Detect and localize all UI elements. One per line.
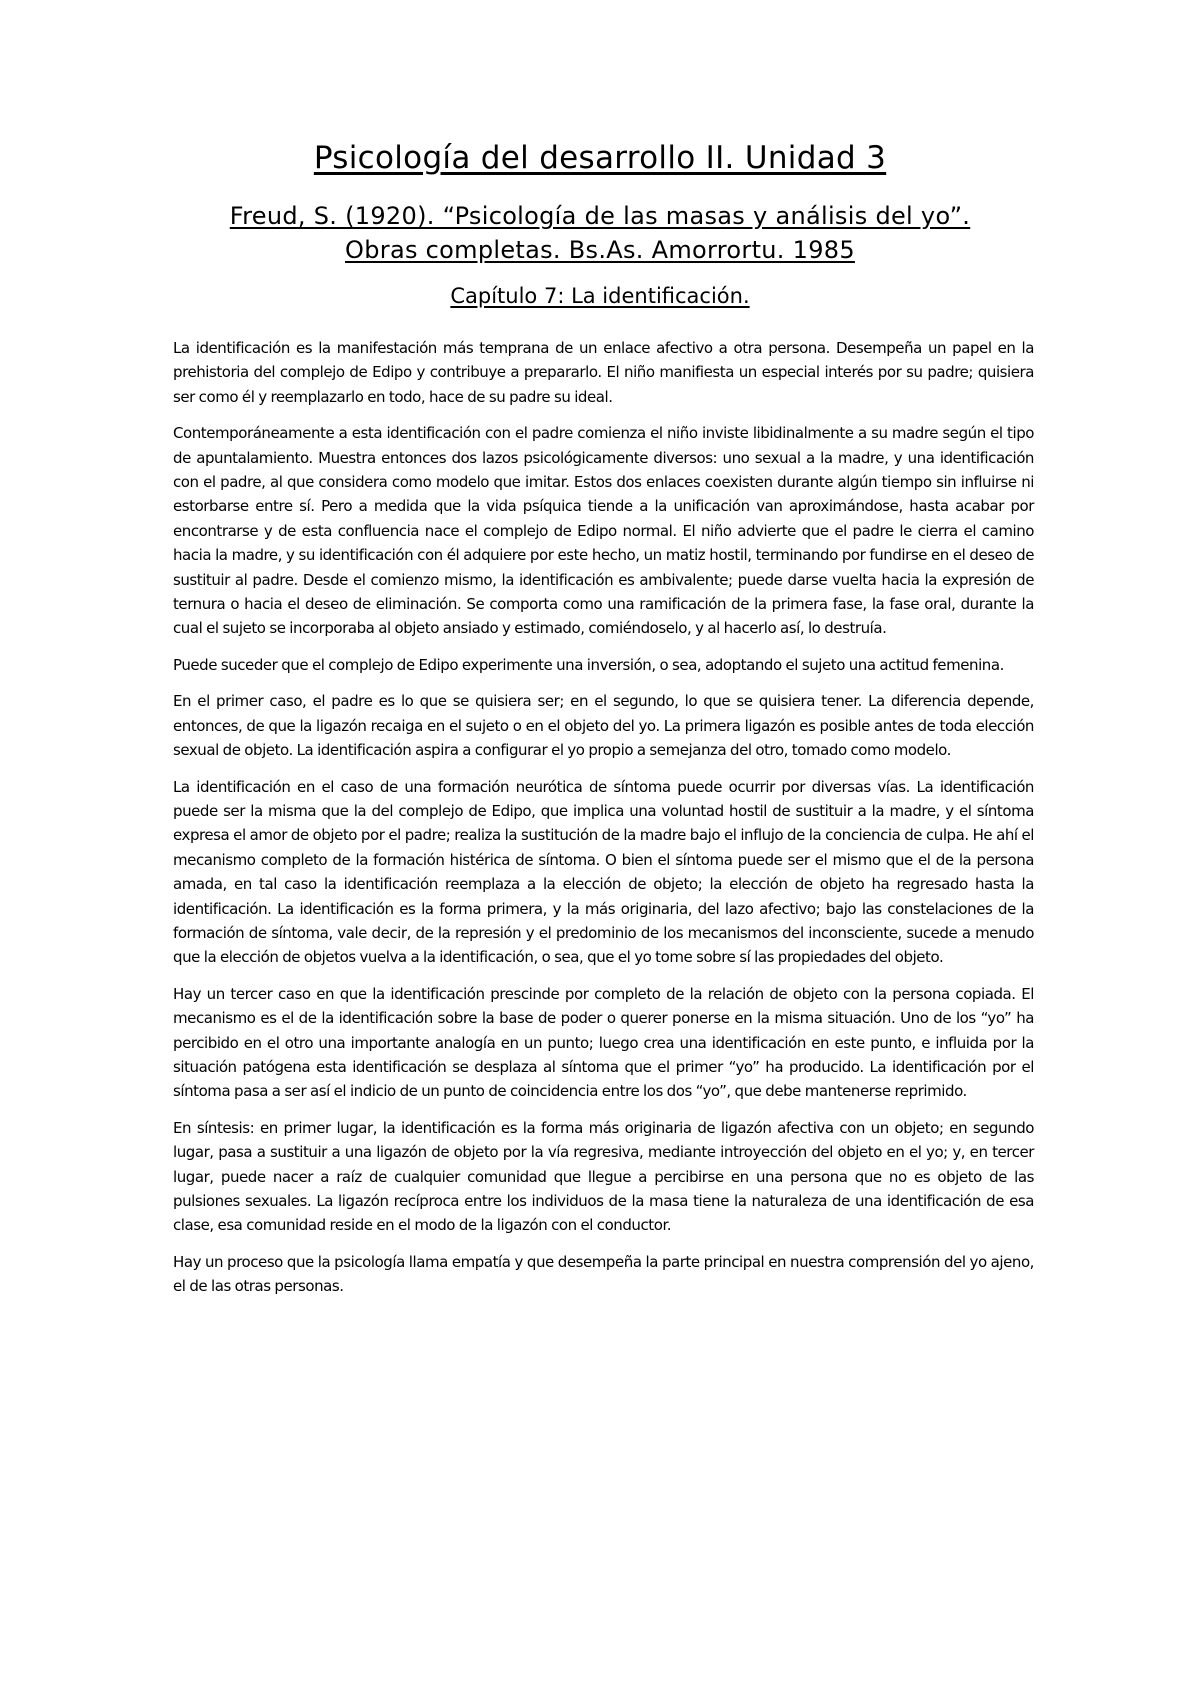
- reference-line-1: Freud, S. (1920). “Psicología de las masas y análisis del yo”.: [229, 202, 971, 230]
- paragraph-2: Contemporáneamente a esta identificación con el padre comienza el niño inviste libidinalmente a su madre según el tipo de apuntalamiento. Muestra entonces dos lazos psicológicamente diversos: uno sexual a la madre, y una identificación con el padre, al que considera como modelo que imitar. Estos dos enlaces coexisten durante algún tiempo sin influirse ni estorbarse entre sí. Pero a medida que la vida psíquica tiende a la unificación van aproximándose, hasta acabar por encontrarse y de esta confluencia nace el complejo de Edipo normal. El niño advierte que el padre le cierra el camino hacia la madre, y su identificación con él adquiere por este hecho, un matiz hostil, terminando por fundirse en el deseo de sustituir al padre. Desde el comienzo mismo, la identificación es ambivalente; puede darse vuelta hacia la expresión de ternura o hacia el deseo de eliminación. Se comporta como una ramificación de la primera fase, la fase oral, durante la cual el sujeto se incorporaba al objeto ansiado y estimado, comiéndoselo, y al hacerlo así, lo destruía.: [173, 424, 1034, 638]
- paragraph-1: La identificación es la manifestación más temprana de un enlace afectivo a otra persona. Desempeña un papel en la prehistoria del complejo de Edipo y contribuye a prepararlo. El niño manifiesta un especial interés por su padre; quisiera ser como él y reemplazarlo en todo, hace de su padre su ideal.: [173, 339, 1034, 406]
- chapter-heading: Capítulo 7: La identificación.: [450, 284, 750, 308]
- paragraph-7: En síntesis: en primer lugar, la identificación es la forma más originaria de ligazón afectiva con un objeto; en segundo lugar, pasa a sustituir a una ligazón de objeto por la vía regresiva, mediante introyección del objeto en el yo; y, en tercer lugar, puede nacer a raíz de cualquier comunidad que llegue a percibirse en una persona que no es objeto de las pulsiones sexuales. La ligazón recíproca entre los individuos de la masa tiene la naturaleza de una identificación de esa clase, esa comunidad reside en el modo de la ligazón con el conductor.: [173, 1118, 1034, 1235]
- paragraph-4: En el primer caso, el padre es lo que se quisiera ser; en el segundo, lo que se quisiera tener. La diferencia depende, entonces, de que la ligazón recaiga en el sujeto o en el objeto del yo. La primera ligazón es posible antes de toda elección sexual de objeto. La identificación aspira a configurar el yo propio a semejanza del otro, tomado como modelo.: [173, 692, 1034, 760]
- bibliographic-reference: [0, 199, 1200, 267]
- paragraph-6: Hay un tercer caso en que la identificación prescinde por completo de la relación de objeto con la persona copiada. El mecanismo es el de la identificación sobre la base de poder o querer ponerse en la misma situación. Uno de los “yo” ha percibido en el otro una importante analogía en un punto; luego crea una identificación en este punto, e influida por la situación patógena esta identificación se desplaza al síntoma que el primer “yo” ha producido. La identificación por el síntoma pasa a ser así el indicio de un punto de coincidencia entre los dos “yo”, que debe mantenerse reprimido.: [173, 984, 1034, 1101]
- paragraph-8: Hay un proceso que la psicología llama empatía y que desempeña la parte principal en nuestra comprensión del yo ajeno, el de las otras personas.: [173, 1252, 1034, 1296]
- paragraph-3: Puede suceder que el complejo de Edipo experimente una inversión, o sea, adoptando el sujeto una actitud femenina.: [173, 655, 1004, 674]
- body-text: [173, 336, 1034, 1311]
- reference-line-2: Obras completas. Bs.As. Amorrortu. 1985: [345, 236, 855, 264]
- paragraph-5: La identificación en el caso de una formación neurótica de síntoma puede ocurrir por diversas vías. La identificación puede ser la misma que la del complejo de Edipo, que implica una voluntad hostil de sustituir a la madre, y el síntoma expresa el amor de objeto por el padre; realiza la sustitución de la madre bajo el influjo de la conciencia de culpa. He ahí el mecanismo completo de la formación histérica de síntoma. O bien el síntoma puede ser el mismo que el de la persona amada, en tal caso la identificación reemplaza a la elección de objeto; la elección de objeto ha regresado hasta la identificación. La identificación es la forma primera, y la más originaria, del lazo afectivo; bajo las constelaciones de la formación de síntoma, vale decir, de la represión y el predominio de los mecanismos del inconsciente, sucede a menudo que la elección de objetos vuelva a la identificación, o sea, que el yo tome sobre sí las propiedades del objeto.: [173, 777, 1034, 967]
- page-title: Psicología del desarrollo II. Unidad 3: [313, 140, 887, 176]
